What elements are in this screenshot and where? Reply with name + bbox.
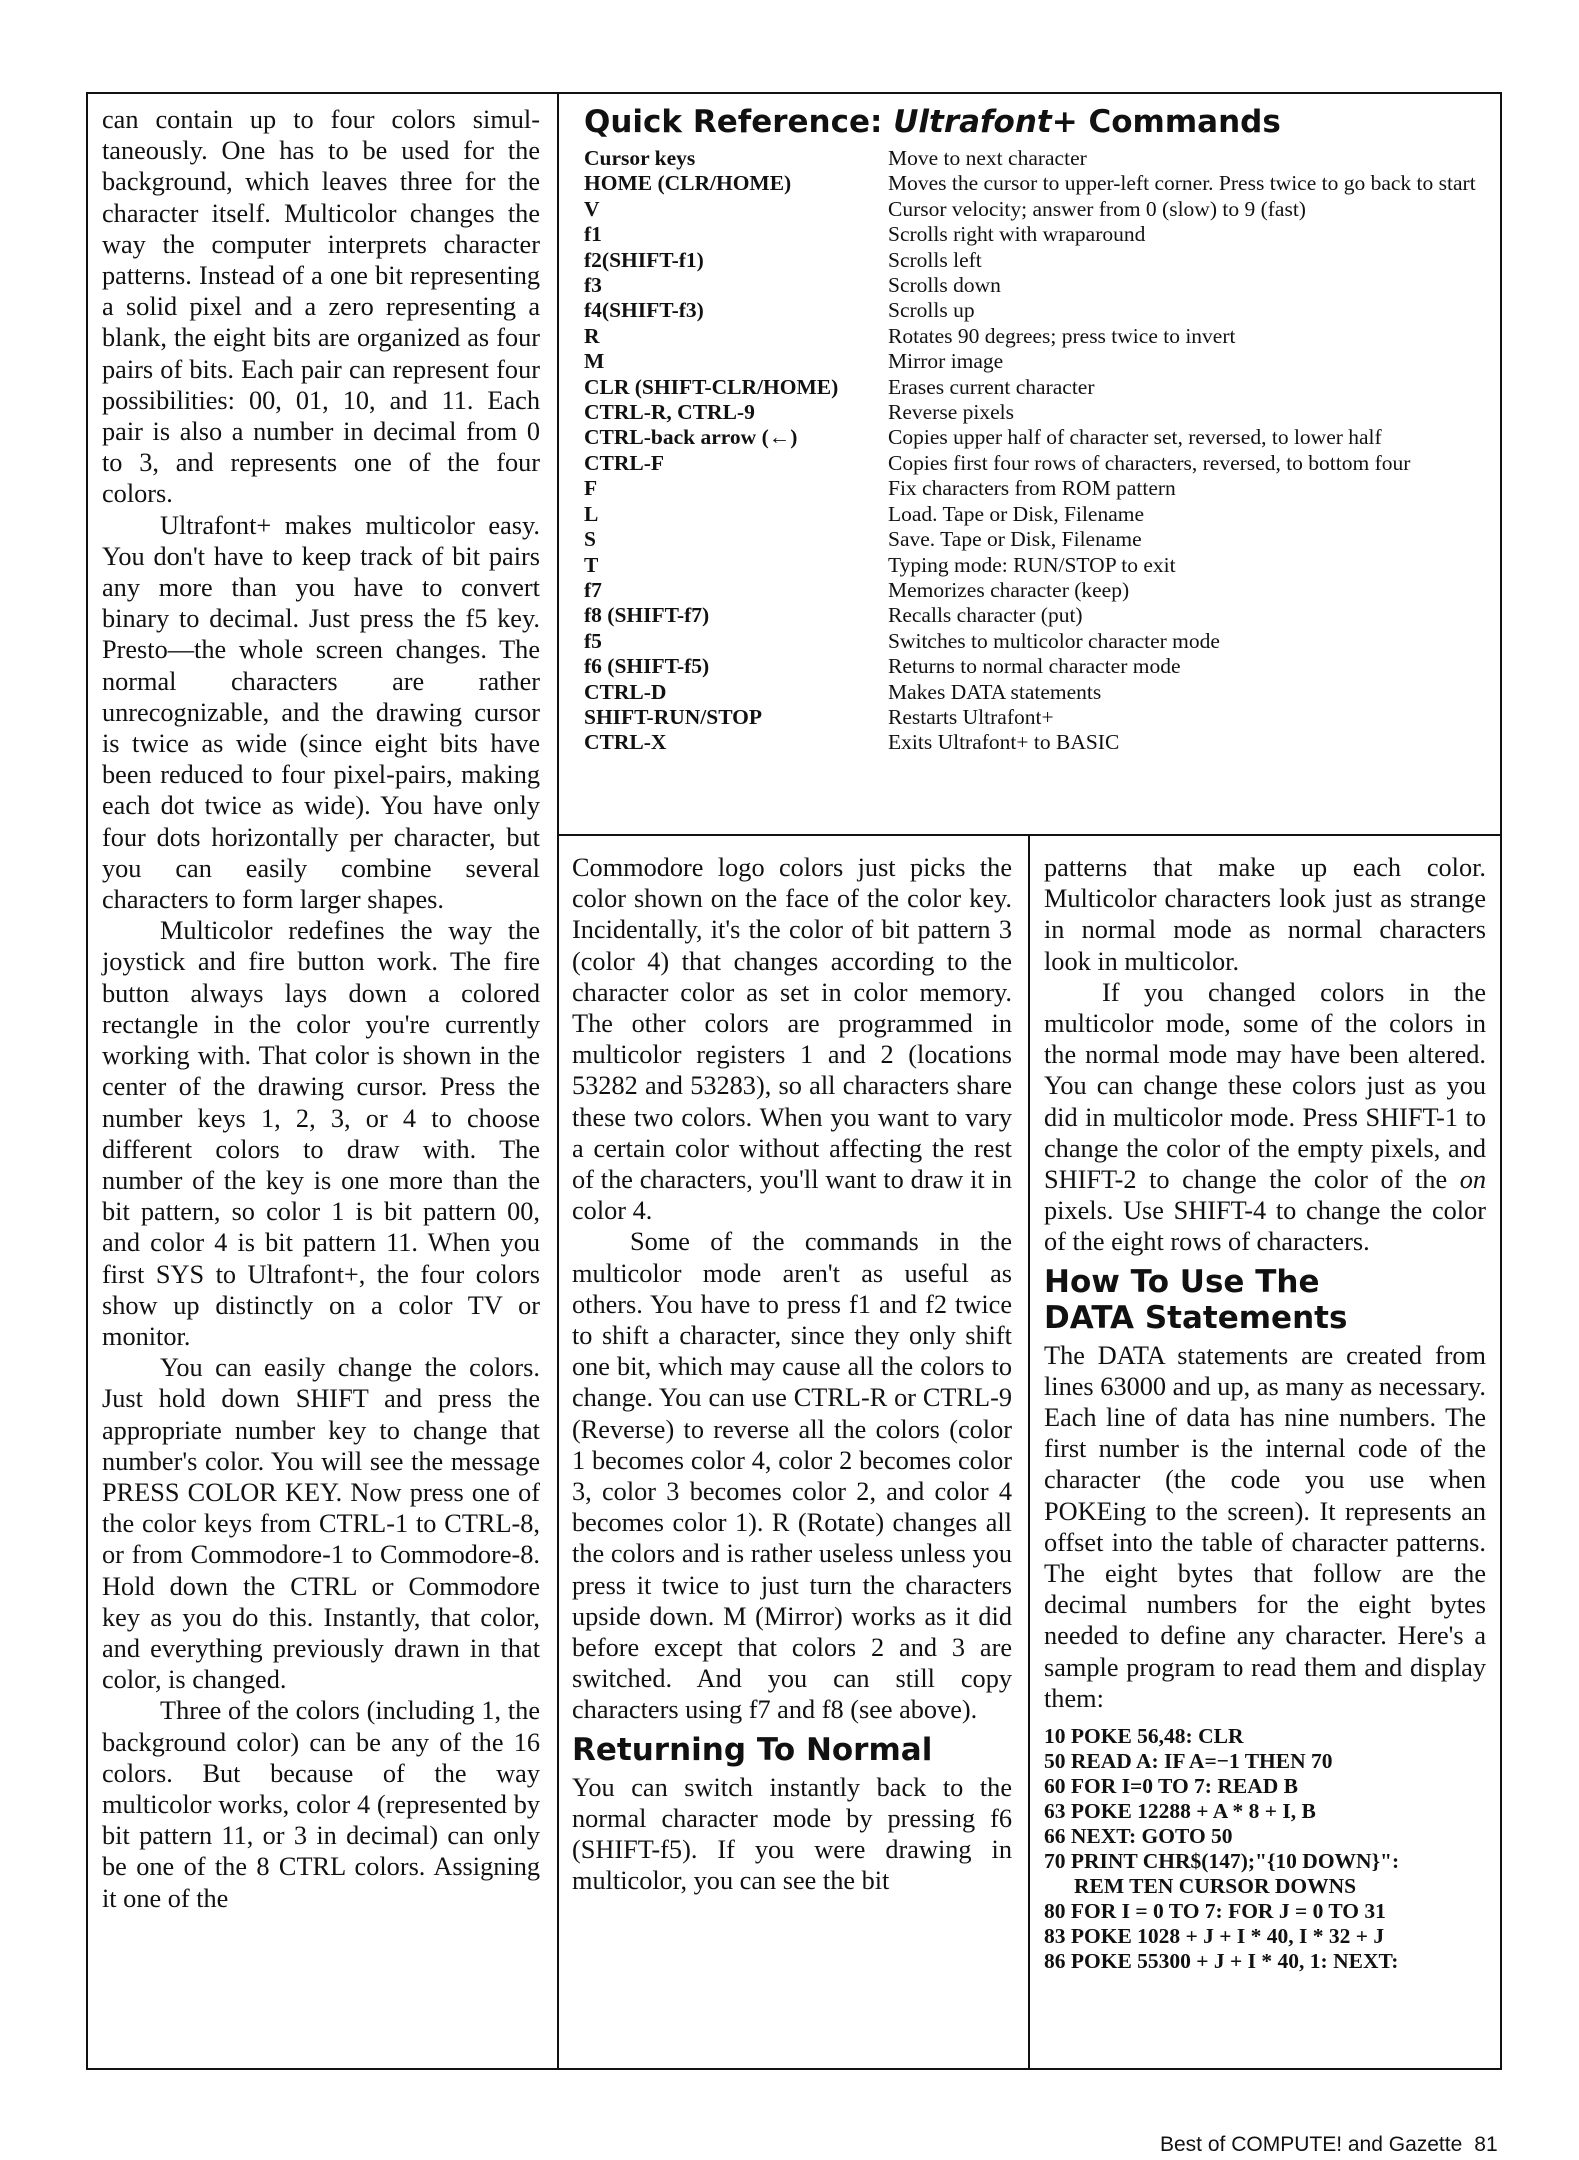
right-paragraph-2: If you changed colors in the multicolor mode, some of the colors in the normal mode may have been altered. You can change these colors just as you did in multicolor mode. Press SHIFT-1 to change the color of the empty pixels, and SHIFT-2 to change the color of the on pixels. Use SHIFT-4 to change the color of the eight rows of characters. [1044,977,1486,1257]
left-paragraph-3: Multicolor redefines the way the joystick and fire button work. The fire button always lays down a colored rectangle in the color you're currently working with. That color is shown in the center of the drawing cursor. Press the number keys 1, 2, 3, or 4 to choose different colors to draw with. The number of the key is one more than the bit pattern, so color 1 is bit pattern 00, and color 4 is bit pattern 11. When you first SYS to Ultrafont+, the four colors show up distinctly on a color TV or monitor. [102,916,540,1351]
code-line: REM TEN CURSOR DOWNS [1074,1874,1357,1899]
command-key: f6 (SHIFT-f5) [584,654,710,679]
command-key: CTRL-R, CTRL-9 [584,400,755,425]
middle-column [572,852,1012,1897]
command-description: Erases current character [888,374,1095,399]
command-key: f2(SHIFT-f1) [584,247,704,272]
middle-paragraph-1: Commodore logo colors just picks the color shown on the face of the color key. Incidentally, it's the color of bit pattern 3 (color 4) that changes according to the character color as set in color memory. The other colors are programmed in multicolor registers 1 and 2 (locations 53282 and 53283), so all characters share these two colors. When you want to vary a certain color without affecting the rest of the characters, you'll want to draw it in color 4. [572,853,1012,1226]
command-row [584,273,1492,298]
publication-name: Best of COMPUTE! and Gazette [1160,2133,1463,2156]
command-key: T [584,552,599,577]
code-line: 80 FOR I = 0 TO 7: FOR J = 0 TO 31 [1044,1899,1386,1924]
command-description: Mirror image [888,349,1004,374]
command-key: SHIFT-RUN/STOP [584,704,763,729]
command-description: Switches to multicolor character mode [888,628,1220,653]
command-key: S [584,527,596,552]
code-line: 50 READ A: IF A=−1 THEN 70 [1044,1749,1333,1774]
command-row [584,680,1492,705]
command-key: CTRL-X [584,730,667,755]
command-row [584,248,1492,273]
right-column [1044,852,1486,1974]
command-description: Typing mode: RUN/STOP to exit [888,552,1176,577]
command-key: L [584,501,599,526]
command-row [584,375,1492,400]
command-row [584,502,1492,527]
command-row [584,603,1492,628]
command-key: f5 [584,628,602,653]
page-number: 81 [1474,2133,1498,2156]
command-description: Load. Tape or Disk, Filename [888,501,1145,526]
left-paragraph-4: You can easily change the colors. Just hold down SHIFT and press the appropriate number key to change that number's color. You will see the message PRESS COLOR KEY. Now press one of the color keys from CTRL-1 to CTRL-8, or from Commodore-1 to Commodore-8. Hold down the CTRL or Commodore key as you do this. Instantly, that color, and everything previously drawn in that color, is changed. [102,1353,540,1695]
command-row [584,578,1492,603]
command-row [584,730,1492,755]
command-key: CTRL-F [584,450,665,475]
command-row [584,298,1492,323]
command-row [584,527,1492,552]
command-key: V [584,196,600,221]
code-line: 86 POKE 55300 + J + I * 40, 1: NEXT: [1044,1949,1399,1974]
quick-reference-box [572,104,1492,756]
command-key: CTRL-back arrow (←) [584,425,798,450]
command-row [584,197,1492,222]
code-line: 10 POKE 56,48: CLR [1044,1724,1244,1749]
command-key: M [584,349,605,374]
command-row [584,171,1492,196]
command-description: Returns to normal character mode [888,654,1181,679]
left-paragraph-5: Three of the colors (including 1, the background color) can be any of the 16 colors. But because of the way multicolor works, color 4 (represented by bit pattern 11, or 3 in decimal) can only be one of the 8 CTRL colors. Assigning it one of the [102,1696,540,1913]
command-key: f8 (SHIFT-f7) [584,603,710,628]
command-key: f4(SHIFT-f3) [584,298,704,323]
right-paragraph-3: The DATA statements are created from lines 63000 and up, as many as necessary. Each line of data has nine numbers. The first number is the internal code of the character (the code you use when POKEing to the screen). It represents an offset into the table of character patterns. The eight bytes that follow are the decimal numbers for the eight bytes needed to define any character. Here's a sample program to read them and display them: [1044,1340,1486,1713]
command-row [584,146,1492,171]
command-key: HOME (CLR/HOME) [584,171,792,196]
column-divider-left [557,92,559,2070]
command-key: CTRL-D [584,679,667,704]
command-row [584,476,1492,501]
command-description: Moves the cursor to upper-left corner. Press twice to go back to start [888,171,1476,196]
command-row [584,425,1492,450]
command-description: Exits Ultrafont+ to BASIC [888,730,1120,755]
basic-program-listing [1044,1724,1486,1974]
command-row [584,553,1492,578]
command-description: Fix characters from ROM pattern [888,476,1176,501]
command-description: Recalls character (put) [888,603,1083,628]
code-line: 66 NEXT: GOTO 50 [1044,1824,1233,1849]
command-row [584,349,1492,374]
code-line: 83 POKE 1028 + J + I * 40, I * 32 + J [1044,1924,1385,1949]
command-description: Copies first four rows of characters, reversed, to bottom four [888,450,1411,475]
command-key: R [584,323,600,348]
command-key: Cursor keys [584,146,696,170]
command-description: Scrolls right with wraparound [888,222,1146,247]
command-description: Scrolls up [888,298,975,323]
command-key: f7 [584,577,602,602]
command-description: Cursor velocity; answer from 0 (slow) to 9 (fast) [888,196,1306,221]
command-description: Scrolls down [888,273,1001,298]
command-key: F [584,476,598,501]
returning-to-normal-heading: Returning To Normal [572,1731,933,1768]
command-row [584,654,1492,679]
page-footer [1160,2133,1498,2157]
code-line: 60 FOR I=0 TO 7: READ B [1044,1774,1298,1799]
command-description: Move to next character [888,146,1087,170]
code-line: 70 PRINT CHR$(147);"{10 DOWN}": [1044,1849,1400,1874]
quick-reference-table [584,146,1492,756]
command-key: f3 [584,273,602,298]
data-statements-heading: How To Use The DATA Statements [1044,1263,1348,1336]
right-paragraph-1: patterns that make up each color. Multicolor characters look just as strange in normal mode as normal characters look in multicolor. [1044,853,1486,976]
command-description: Makes DATA statements [888,679,1102,704]
command-row [584,324,1492,349]
command-description: Reverse pixels [888,400,1014,425]
command-key: f1 [584,222,602,247]
middle-paragraph-3: You can switch instantly back to the normal character mode by pressing f6 (SHIFT-f5). If you were drawing in multicolor, you can see the bit [572,1772,1012,1896]
command-description: Scrolls left [888,247,982,272]
command-row [584,400,1492,425]
left-column [102,104,540,1914]
command-description: Rotates 90 degrees; press twice to invert [888,323,1236,348]
command-description: Memorizes character (keep) [888,577,1130,602]
quick-reference-title: Quick Reference: Ultrafont+ Commands [584,104,1281,140]
column-divider-right [1028,834,1030,2070]
left-paragraph-1: can contain up to four colors simultaneously. One has to be used for the background, which leaves three for the character itself. Multicolor changes the way the computer interprets character patterns. Instead of a one bit representing a solid pixel and a zero representing a blank, the eight bits are organized as four pairs of bits. Each pair can represent four possibilities: 00, 01, 10, and 11. Each pair is also a number in decimal from 0 to 3, and represents one of the four colors. [102,105,540,509]
command-row [584,451,1492,476]
middle-paragraph-2: Some of the commands in the multicolor mode aren't as useful as others. You have to press f1 and f2 twice to shift a character, since they only shift one bit, which may cause all the colors to change. You can use CTRL-R or CTRL-9 (Reverse) to reverse all the colors (color 1 becomes color 4, color 2 becomes color 3, color 3 becomes color 2, and color 4 becomes color 1). R (Rotate) changes all the colors and is rather useless unless you press it twice to just turn the characters upside down. M (Mirror) works as it did before except that colors 2 and 3 are switched. And you can still copy characters using f7 and f8 (see above). [572,1227,1012,1725]
command-key: CLR (SHIFT-CLR/HOME) [584,374,839,399]
command-row [584,222,1492,247]
code-line: 63 POKE 12288 + A * 8 + I, B [1044,1799,1316,1824]
command-description: Restarts Ultrafont+ [888,704,1054,729]
command-row [584,629,1492,654]
command-description: Save. Tape or Disk, Filename [888,527,1142,552]
command-description: Copies upper half of character set, reversed, to lower half [888,425,1382,450]
left-paragraph-2: Ultrafont+ makes multicolor easy. You don't have to keep track of bit pairs any more than you have to convert binary to decimal. Just press the f5 key. Presto—the whole screen changes. The normal characters are rather unrecognizable, and the drawing cursor is twice as wide (since eight bits have been reduced to four pixel-pairs, making each dot twice as wide). You have only four dots horizontally per character, but you can easily combine several characters to form larger shapes. [102,510,540,915]
command-row [584,705,1492,730]
